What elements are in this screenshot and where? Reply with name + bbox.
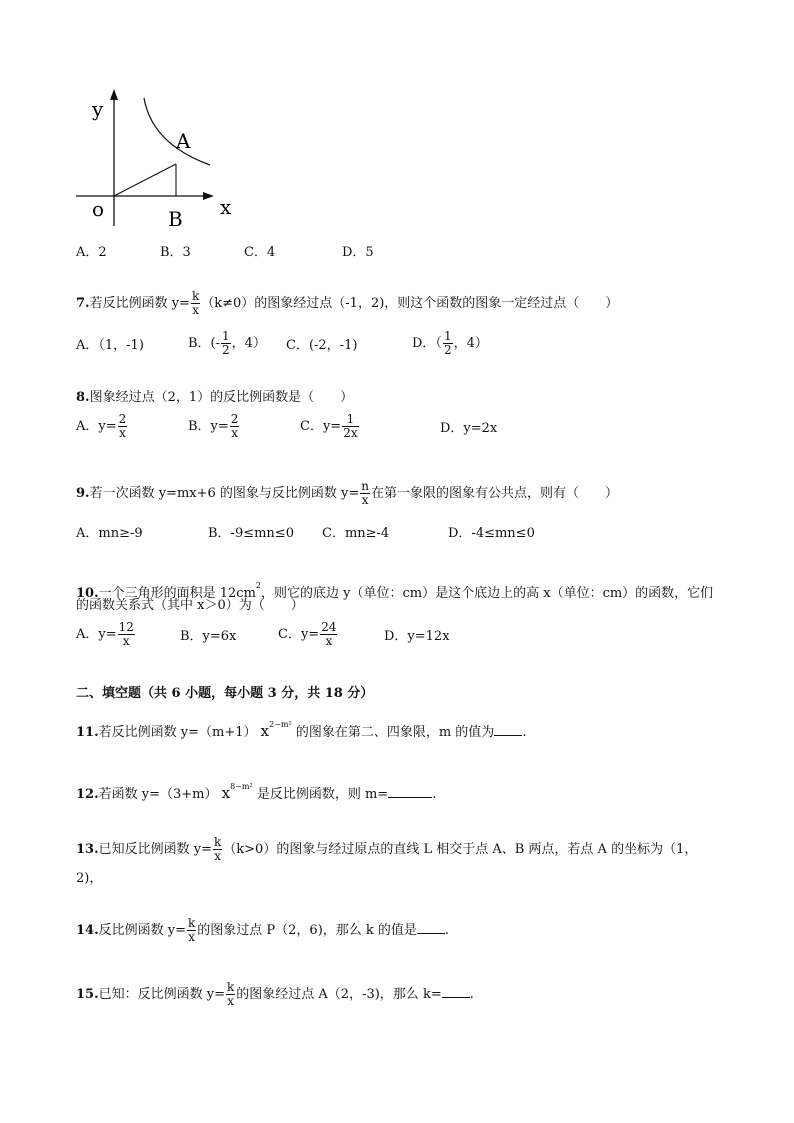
q12-stem xyxy=(76,779,436,803)
q12-base: x xyxy=(221,784,231,802)
q10-option-a: A．y= $\frac{12}{x}$ xyxy=(76,620,134,648)
q9-option-d: D．-4≤mn≤0 xyxy=(448,526,535,541)
question-number: 11. xyxy=(76,725,99,740)
fraction-k-over-x: $\frac{k}{x}$ xyxy=(191,289,200,317)
q9-option-b: B．-9≤mn≤0 xyxy=(208,526,294,541)
q15-answer-blank[interactable] xyxy=(442,985,470,998)
q7-stem xyxy=(76,290,618,317)
question-number: 10. xyxy=(76,586,99,601)
fraction-n-over-x: $\frac{n}{x}$ xyxy=(361,479,370,507)
q10-option-c: C．y= $\frac{24}{x}$ xyxy=(278,620,337,648)
q6-option-b: B．3 xyxy=(160,245,191,260)
point-a-label: A xyxy=(176,129,191,153)
q7-option-a: A．（1，-1) xyxy=(76,338,144,353)
q11-stem xyxy=(76,717,526,741)
question-number: 15. xyxy=(76,987,99,1002)
q9-text-pre: 若一次函数 y=mx+6 的图象与反比例函数 y= xyxy=(89,486,360,501)
y-axis-arrow xyxy=(110,89,118,100)
q10-stem-line2: 的函数关系式（其中 x＞0）为（ ） xyxy=(76,598,304,613)
q8-option-c: C．y= $\frac{1}{2x}$ xyxy=(300,412,358,440)
q7-option-b: B．(- $\frac{1}{2}$ ，4） xyxy=(188,329,266,357)
q13-text-post: （k>0）的图象与经过原点的直线 L 相交于点 A、B 两点，若点 A 的坐标为（1， xyxy=(223,842,698,857)
q11-exponent: 2−m² xyxy=(269,720,292,729)
q15-stem xyxy=(76,981,474,1008)
q11-base: x xyxy=(260,722,270,740)
q15-text-post: 的图象经过点 A（2，-3)，那么 k= xyxy=(236,987,442,1002)
q9-text-post: 在第一象限的图象有公共点，则有（ ） xyxy=(371,486,619,501)
fraction-k-over-x: $\frac{k}{x}$ xyxy=(188,916,196,944)
x-axis-label: x xyxy=(220,195,232,219)
q7-text-post: （k≠0）的图象经过点（-1，2)，则这个函数的图象一定经过点（ ） xyxy=(201,296,619,311)
q13-stem-line1 xyxy=(76,836,697,863)
q8-stem xyxy=(76,390,353,406)
q10-text-pre: 一个三角形的面积是 12cm xyxy=(98,586,256,601)
q10-option-d: D．y=12x xyxy=(384,629,450,644)
point-b-label: B xyxy=(168,207,183,231)
y-axis-label: y xyxy=(92,97,104,121)
q8-option-d: D．y=2x xyxy=(440,421,498,436)
q12-text-post: 是反比例函数，则 m= xyxy=(256,787,389,802)
question-number: 8. xyxy=(76,390,90,405)
q12-answer-blank[interactable] xyxy=(388,785,432,798)
q15-period: . xyxy=(469,987,474,1002)
origin-label: o xyxy=(92,197,105,221)
fraction-k-over-x: $\frac{k}{x}$ xyxy=(214,835,222,863)
q14-period: . xyxy=(444,923,450,938)
q11-answer-blank[interactable] xyxy=(494,723,522,736)
q9-option-a: A．mn≥-9 xyxy=(76,526,143,541)
hyperbola-figure xyxy=(68,86,248,236)
q7-option-c: C．(-2，-1) xyxy=(286,338,358,353)
q12-text-pre: 若函数 y=（3+m） xyxy=(98,787,218,802)
q12-period: . xyxy=(432,787,437,802)
q6-option-c: C．4 xyxy=(244,245,276,260)
q9-stem xyxy=(76,480,618,507)
q13-text-pre: 已知反比例函数 y= xyxy=(98,842,212,857)
q7-option-d: D．（ $\frac{1}{2}$ ，4） xyxy=(412,329,488,357)
question-number: 13. xyxy=(76,842,99,857)
fraction-k-over-x: $\frac{k}{x}$ xyxy=(227,980,235,1008)
question-number: 14. xyxy=(76,923,99,938)
q6-option-d: D．5 xyxy=(342,245,374,260)
q11-period: . xyxy=(522,725,527,740)
q10-text-post: ，则它的底边 y（单位：cm）是这个底边上的高 x（单位：cm）的函数，它们 xyxy=(261,586,714,601)
q11-text-pre: 若反比例函数 y=（m+1） xyxy=(98,725,257,740)
q14-answer-blank[interactable] xyxy=(417,921,445,934)
question-number: 9. xyxy=(76,486,90,501)
q14-text-post: 的图象过点 P（2，6)，那么 k 的值是 xyxy=(197,923,417,938)
q8-text: 图象经过点（2，1）的反比例函数是（ ） xyxy=(89,390,354,405)
question-number: 12. xyxy=(76,787,99,802)
question-number: 7. xyxy=(76,296,90,311)
q10-option-b: B．y=6x xyxy=(180,629,237,644)
section-title: 二、填空题（共 6 小题，每小题 3 分，共 18 分） xyxy=(76,686,374,701)
q13-stem-line2: 2)， xyxy=(76,871,103,886)
x-axis-arrow xyxy=(203,192,214,200)
q14-stem xyxy=(76,917,449,944)
q9-option-c: C．mn≥-4 xyxy=(322,526,390,541)
q12-exponent: 8−m² xyxy=(230,782,253,791)
q15-text-pre: 已知：反比例函数 y= xyxy=(98,987,225,1002)
q14-text-pre: 反比例函数 y= xyxy=(98,923,186,938)
q10-superscript: 2 xyxy=(255,581,262,590)
segment-oa xyxy=(114,164,176,196)
q11-text-post: 的图象在第二、四象限，m 的值为 xyxy=(295,725,495,740)
q8-option-a: A．y= $\frac{2}{x}$ xyxy=(76,412,127,440)
q8-option-b: B．y= $\frac{2}{x}$ xyxy=(188,412,239,440)
q6-option-a: A．2 xyxy=(76,245,107,260)
q7-text-pre: 若反比例函数 y= xyxy=(89,296,190,311)
